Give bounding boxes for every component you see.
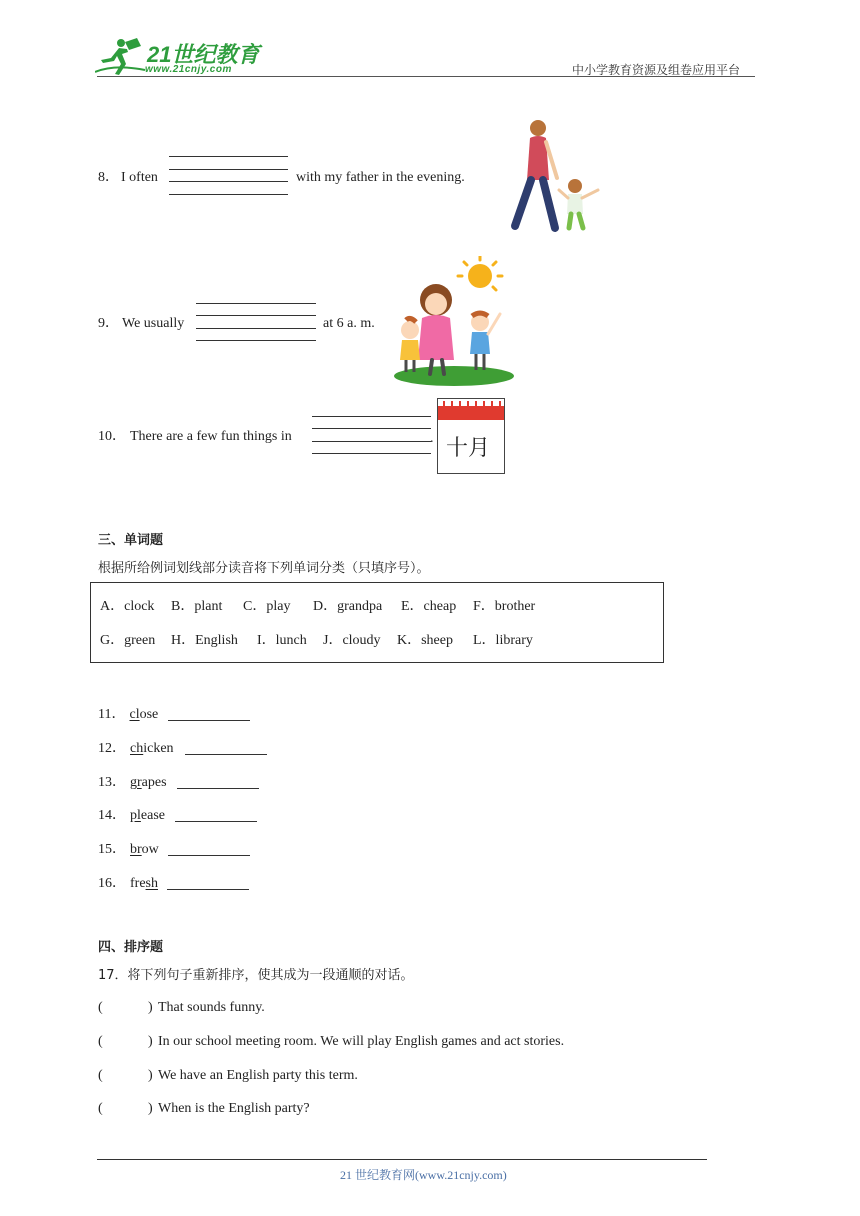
close-paren: ) [148, 1068, 153, 1083]
answer-line[interactable] [196, 328, 316, 329]
word-option: C．play [243, 599, 291, 614]
word-option: B．plant [171, 599, 223, 614]
calendar-rings-icon [438, 397, 504, 411]
word-suffix: ease [140, 808, 165, 823]
order-blank[interactable] [104, 999, 146, 1017]
question-text-after: . [430, 431, 434, 446]
word-option: F．brother [473, 599, 536, 614]
word-box [90, 582, 664, 663]
answer-line[interactable] [185, 754, 267, 755]
word-option: J．cloudy [323, 633, 381, 648]
sentence: In our school meeting room. We will play English games and act stories. [158, 1034, 565, 1049]
sentence: When is the English party? [158, 1101, 310, 1116]
open-paren: ( [98, 1101, 103, 1116]
order-blank[interactable] [104, 1067, 146, 1085]
item-number: 15． [98, 842, 126, 857]
word-item-14 [98, 807, 165, 825]
question-text-before: We usually [122, 316, 185, 331]
word-item-16 [98, 875, 158, 893]
close-paren: ) [148, 1034, 153, 1049]
word-prefix: fre [130, 876, 146, 891]
answer-line[interactable] [169, 181, 288, 182]
sentence: We have an English party this term. [158, 1068, 358, 1083]
answer-line[interactable] [312, 416, 431, 417]
answer-line[interactable] [168, 855, 250, 856]
section-3-instruction: 根据所给例词划线部分读音将下列单词分类（只填序号）。 [98, 561, 430, 576]
word-suffix: ow [141, 842, 159, 857]
answer-line[interactable] [169, 194, 288, 195]
logo-url: www.21cnjy.com [145, 64, 232, 75]
item-number: 11． [98, 707, 126, 722]
open-paren: ( [98, 1000, 103, 1015]
answer-line[interactable] [167, 889, 249, 890]
word-option: D．grandpa [313, 599, 383, 614]
word-item-15 [98, 841, 159, 859]
word-underlined: cl [129, 707, 140, 722]
answer-line[interactable] [177, 788, 259, 789]
item-number: 14． [98, 808, 126, 823]
word-underlined: gr [130, 775, 142, 790]
calendar-october-icon [437, 398, 505, 474]
word-item-11 [98, 706, 158, 724]
open-paren: ( [98, 1068, 103, 1083]
order-blank[interactable] [104, 1100, 146, 1118]
answer-line[interactable] [169, 169, 288, 170]
word-item-12 [98, 740, 174, 758]
item-number: 13． [98, 775, 126, 790]
word-option: L．library [473, 633, 533, 648]
footer-text: 21 世纪教育网(www.21cnjy.com) [340, 1168, 507, 1182]
section-4-title: 四、排序题 [98, 940, 164, 955]
order-blank[interactable] [104, 1033, 146, 1051]
word-underlined: ch [130, 741, 144, 756]
answer-line[interactable] [312, 453, 431, 454]
section-4-instruction: 17．将下列句子重新排序，使其成为一段通顺的对话。 [98, 968, 414, 983]
word-underlined: br [130, 842, 142, 857]
word-item-13 [98, 774, 167, 792]
sentence: That sounds funny. [158, 1000, 265, 1015]
item-number: 12． [98, 741, 126, 756]
word-option: H．English [171, 633, 238, 648]
question-number: 8． [98, 170, 119, 185]
word-option: I．lunch [257, 633, 307, 648]
question-text-before: There are a few fun things in [130, 429, 292, 444]
section-3-title: 三、单词题 [98, 533, 164, 548]
close-paren: ) [148, 1101, 153, 1116]
answer-line[interactable] [312, 441, 431, 442]
word-option: K．sheep [397, 633, 453, 648]
calendar-month: 十月 [446, 436, 491, 461]
word-option: A．clock [100, 599, 155, 614]
answer-line[interactable] [169, 156, 288, 157]
question-number: 10． [98, 429, 126, 444]
word-underlined: sh [145, 876, 158, 891]
father-child-walking-icon [505, 118, 605, 234]
question-number: 9． [98, 316, 119, 331]
word-option: G．green [100, 633, 156, 648]
close-paren: ) [148, 1000, 153, 1015]
answer-line[interactable] [175, 821, 257, 822]
logo-text: 21世纪教育 [147, 42, 260, 67]
word-suffix: ose [139, 707, 159, 722]
platform-title: 中小学教育资源及组卷应用平台 [572, 63, 741, 77]
children-exercising-sun-icon [392, 256, 517, 388]
runner-logo-icon [95, 36, 147, 76]
answer-line[interactable] [196, 315, 316, 316]
answer-line[interactable] [312, 428, 431, 429]
word-suffix: icken [143, 741, 174, 756]
word-option: E．cheap [401, 599, 457, 614]
word-underlined: pl [130, 808, 141, 823]
answer-line[interactable] [196, 340, 316, 341]
answer-line[interactable] [196, 303, 316, 304]
question-text-after: with my father in the evening. [296, 170, 465, 185]
item-number: 16． [98, 876, 126, 891]
header-rule [97, 76, 755, 77]
open-paren: ( [98, 1034, 103, 1049]
answer-line[interactable] [168, 720, 250, 721]
footer-rule [97, 1159, 707, 1160]
word-suffix: apes [141, 775, 167, 790]
header-logo [95, 36, 265, 76]
question-text-before: I often [121, 170, 158, 185]
question-text-after: at 6 a. m. [323, 316, 375, 331]
